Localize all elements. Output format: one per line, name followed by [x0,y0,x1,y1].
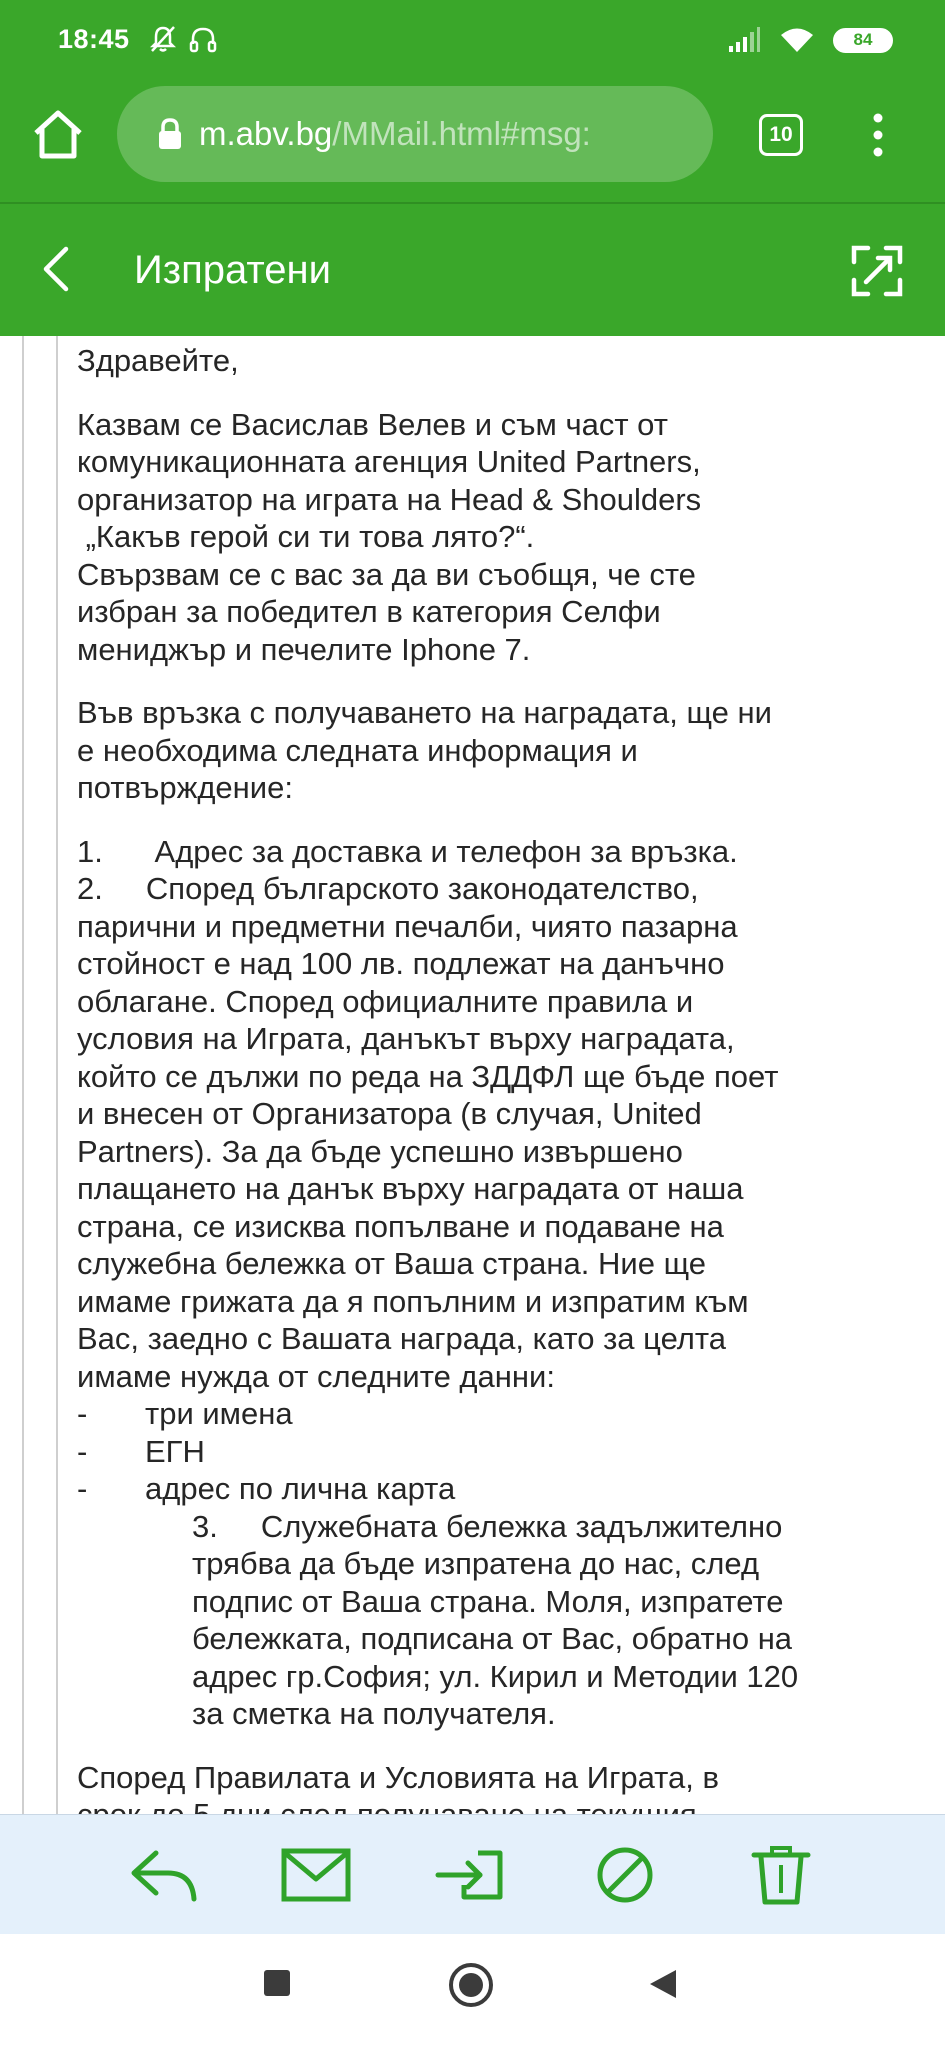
paragraph-request [77,694,917,807]
text-line: „Какъв герой си ти това лято?“. [77,519,535,554]
list-item-2: 2. Според българското законодателство, [77,871,699,906]
signal-icon [727,26,761,54]
greeting-line: Здравейте, [77,343,239,378]
text-line: Казвам се Васислав Велев и съм част от [77,406,668,442]
message-text [77,336,917,1860]
app-header [0,204,945,336]
status-bar [0,0,945,86]
folder-title: Изпратени [134,248,331,292]
text-line: мениджър и печелите Iphone 7. [77,631,531,667]
text-line: организатор на играта на Head & Shoulders [77,481,702,517]
fullscreen-icon[interactable] [850,244,904,298]
url-domain: m.abv.bg [199,115,333,152]
url-text [199,115,591,153]
text-line: комуникационната агенция United Partners, [77,444,701,479]
text-line: за сметка на получателя. [192,1696,556,1731]
dash-mark: - [77,1396,88,1431]
dash-text: три имена [145,1396,293,1431]
back-nav-icon[interactable] [648,1968,678,2000]
url-path: /MMail.html#msg: [332,115,591,152]
dash-mark: - [77,1471,88,1506]
text-line: бележката, подписана от Вас, обратно на [192,1621,793,1656]
headset-icon [188,24,218,54]
url-bar[interactable] [117,86,713,182]
text-line: имаме нужда от следните данни: [77,1358,555,1394]
home-icon[interactable] [30,106,86,162]
recents-icon[interactable] [262,1968,292,1998]
message-action-bar [0,1814,945,1934]
dash-text: ЕГН [145,1433,205,1469]
tabs-button[interactable] [759,114,803,156]
lock-icon [157,118,183,150]
text-line: стойност е над 100 лв. подлежат на данъчно [77,946,725,981]
system-nav-bar [0,1934,945,2048]
forward-icon[interactable] [434,1845,504,1905]
text-line: който се дължи по реда на ЗДДФЛ ще бъде поет [77,1058,779,1094]
reply-icon[interactable] [128,1845,198,1905]
quote-bar-inner [56,336,58,1814]
tab-count: 10 [769,123,793,146]
text-line: парични и предметни печалби, чиято пазарна [77,908,738,944]
text-line: условия на Играта, данъкът върху наградата, [77,1021,735,1056]
status-time: 18:45 [58,24,130,54]
numbered-list [77,833,917,1733]
text-line: Според Правилата и Условията на Играта, в [77,1759,719,1795]
text-line: имаме грижата да я попълним и изпратим към [77,1283,749,1319]
text-line: Partners). За да бъде успешно извършено [77,1133,683,1169]
text-line: Свързвам се с вас за да ви съобщя, че сте [77,556,696,592]
text-line: Вас, заедно с Вашата награда, като за целта [77,1321,726,1356]
text-line: 3. Служебната бележка задължително [192,1508,783,1544]
dash-item [77,1395,917,1433]
text-line: трябва да бъде изпратена до нас, след [192,1546,760,1581]
text-line: избран за победител в категория Селфи [77,594,661,629]
text-line: плащането на данък върху наградата от наша [77,1171,744,1206]
text-line: и внесен от Организатора (в случая, United [77,1096,702,1131]
message-body[interactable] [0,336,945,1814]
list-item-3 [77,1508,917,1733]
text-line: облагане. Според официалните правила и [77,983,694,1019]
back-arrow-icon[interactable] [36,244,76,294]
spam-icon[interactable] [590,1845,660,1905]
dash-text: адрес по лична карта [145,1471,456,1506]
battery-icon [833,28,893,53]
dash-mark: - [77,1433,88,1469]
paragraph-intro [77,406,917,669]
bell-off-icon [148,24,178,54]
mail-icon[interactable] [281,1845,351,1905]
more-menu-icon[interactable] [866,110,890,160]
text-line: Във връзка с получаването на наградата, ще ни [77,695,772,730]
quote-bar-outer [22,336,24,1814]
dash-item [77,1433,917,1471]
text-line: адрес гр.София; ул. Кирил и Методии 120 [192,1658,799,1694]
greeting [77,342,917,380]
dash-item [77,1470,917,1508]
text-line: служебна бележка от Ваша страна. Ние ще [77,1246,706,1281]
list-item-1: 1. Адрес за доставка и телефон за връзка. [77,833,738,869]
text-line: подпис от Ваша страна. Моля, изпратете [192,1583,784,1619]
delete-icon[interactable] [746,1845,816,1905]
wifi-icon [779,26,815,54]
text-line: страна, се изисква попълване и подаване на [77,1208,724,1244]
home-nav-icon[interactable] [448,1962,494,2008]
browser-toolbar [0,86,945,204]
battery-level: 84 [853,30,873,49]
text-line: е необходима следната информация и [77,732,638,768]
text-line: потвърждение: [77,770,293,805]
